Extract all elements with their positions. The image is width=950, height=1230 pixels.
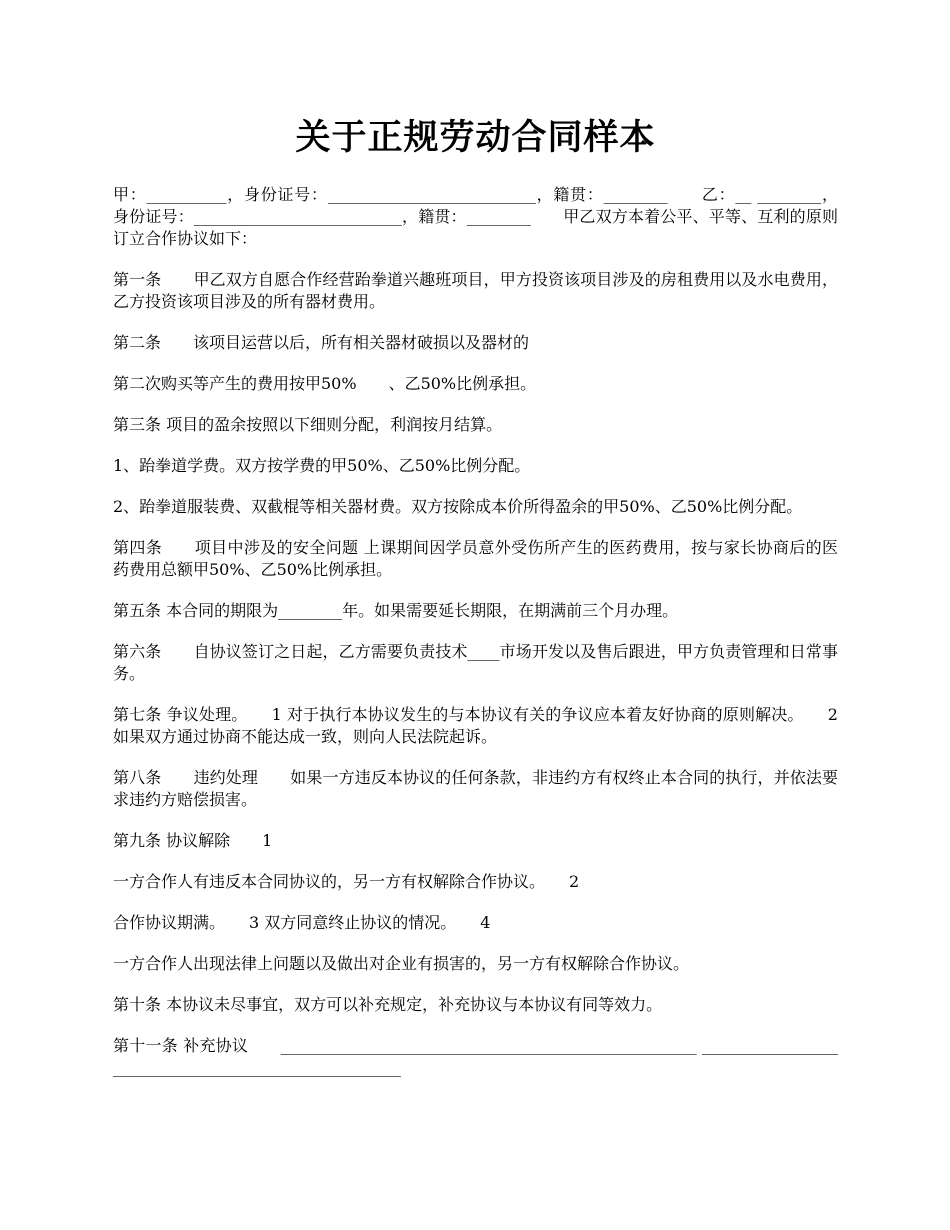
article-6: 第六条 自协议签订之日起，乙方需要负责技术____市场开发以及售后跟进，甲方负责管理和日常事务。 (113, 642, 838, 683)
article-9-clause-4: 一方合作人出现法律上问题以及做出对企业有损害的，另一方有权解除合作协议。 (113, 954, 690, 973)
party-info-paragraph: 甲：__________，身份证号：__________________________，籍贯：________ 乙：__ ________，身份证号：__________________________，籍贯：________ 甲乙双方本着公平、平等、互利的原则订立合作协议如下： (113, 185, 838, 248)
article-7: 第七条 争议处理。 1 对于执行本协议发生的与本协议有关的争议应本着友好协商的原则解决。 2 如果双方通过协商不能达成一致，则向人民法院起诉。 (113, 705, 844, 746)
article-11: 第十一条 补充协议 ____________________________________________________ _____________________________________________________ (113, 1036, 838, 1077)
article-10: 第十条 本协议未尽事宜，双方可以补充规定，补充协议与本协议有同等效力。 (113, 995, 663, 1014)
article-9-clause-2: 合作协议期满。 3 双方同意终止协议的情况。 4 (113, 913, 491, 932)
article-3-item-2: 2、跆拳道服装费、双截棍等相关器材费。双方按除成本价所得盈余的甲50%、乙50%比例分配。 (113, 497, 803, 516)
article-5: 第五条 本合同的期限为________年。如果需要延长期限，在期满前三个月办理。 (113, 601, 679, 620)
document-title: 关于正规劳动合同样本 (295, 117, 656, 158)
article-8: 第八条 违约处理 如果一方违反本协议的任何条款，非违约方有权终止本合同的执行，并依法要求违约方赔偿损害。 (113, 768, 838, 809)
article-9-clause-1: 一方合作人有违反本合同协议的，另一方有权解除合作协议。 2 (113, 872, 580, 891)
article-3-item-1: 1、跆拳道学费。双方按学费的甲50%、乙50%比例分配。 (113, 456, 531, 475)
article-9: 第九条 协议解除 1 (113, 831, 273, 850)
article-4: 第四条 项目中涉及的安全问题 上课期间因学员意外受伤所产生的医药费用，按与家长协商后的医药费用总额甲50%、乙50%比例承担。 (113, 538, 838, 579)
article-2: 第二条 该项目运营以后，所有相关器材破损以及器材的 (113, 333, 530, 352)
article-1: 第一条 甲乙双方自愿合作经营跆拳道兴趣班项目，甲方投资该项目涉及的房租费用以及水电费用，乙方投资该项目涉及的所有器材费用。 (113, 270, 838, 311)
article-3: 第三条 项目的盈余按照以下细则分配，利润按月结算。 (113, 415, 503, 434)
article-2-continued: 第二次购买等产生的费用按甲50% 、乙50%比例承担。 (113, 374, 537, 393)
